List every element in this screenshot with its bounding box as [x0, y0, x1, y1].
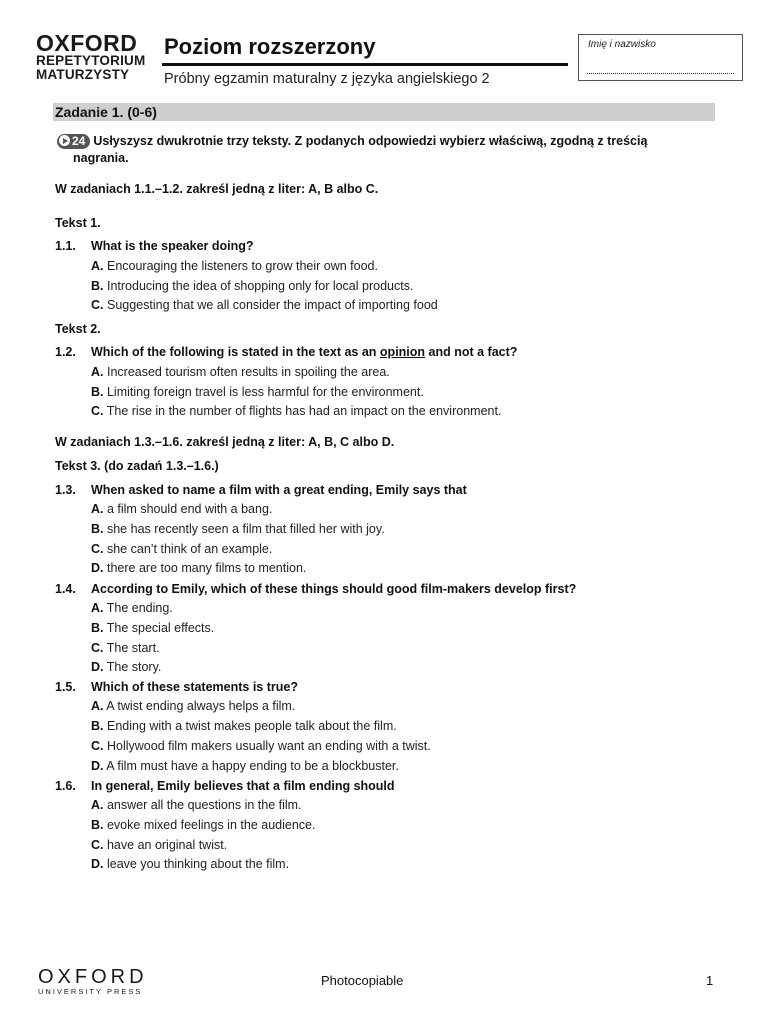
option-text: The special effects.: [106, 621, 215, 635]
question-text: According to Emily, which of these things should good film-makers develop first?: [91, 582, 577, 596]
instruction-text: Usłyszysz dwukrotnie trzy teksty. Z podanych odpowiedzi wybierz właściwą, zgodną z treścią: [93, 134, 648, 148]
underlined-word: opinion: [379, 345, 426, 359]
option-text: A film must have a happy ending to be a blockbuster.: [106, 759, 399, 773]
option-letter: C.: [91, 641, 104, 655]
answer-option[interactable]: [91, 798, 302, 813]
question-text-part: and not a fact?: [425, 345, 518, 359]
track-number: 24: [72, 134, 86, 148]
option-text: she has recently seen a film that filled her with joy.: [106, 522, 385, 536]
question-number: 1.5.: [55, 680, 76, 694]
logo-line-repetytorium: REPETYTORIUM: [36, 53, 146, 68]
option-letter: B.: [91, 522, 104, 536]
question-number: 1.3.: [55, 483, 76, 497]
option-text: Limiting foreign travel is less harmful for the environment.: [106, 385, 424, 399]
sub-instruction-2: W zadaniach 1.3.–1.6. zakreśl jedną z liter: A, B, C albo D.: [55, 435, 395, 449]
option-text: answer all the questions in the film.: [106, 798, 302, 812]
option-letter: A.: [91, 798, 104, 812]
question-number: 1.2.: [55, 345, 76, 359]
option-text: A twist ending always helps a film.: [106, 699, 296, 713]
answer-option[interactable]: [91, 561, 306, 576]
option-letter: B.: [91, 279, 104, 293]
text2-label: Tekst 2.: [55, 322, 101, 336]
option-letter: C.: [91, 404, 104, 418]
answer-option[interactable]: [91, 522, 385, 537]
answer-option[interactable]: [91, 759, 399, 774]
option-text: evoke mixed feelings in the audience.: [106, 818, 316, 832]
text3-label: Tekst 3. (do zadań 1.3.–1.6.): [55, 459, 219, 473]
option-text: leave you thinking about the film.: [106, 857, 290, 871]
option-text: Ending with a twist makes people talk about the film.: [106, 719, 397, 733]
option-letter: D.: [91, 759, 104, 773]
answer-option[interactable]: [91, 279, 413, 294]
oxford-university-press-logo: [38, 967, 148, 997]
option-text: a film should end with a bang.: [106, 502, 273, 516]
answer-option[interactable]: [91, 385, 424, 400]
page-title: Poziom rozszerzony: [164, 34, 376, 59]
answer-option[interactable]: [91, 660, 161, 675]
answer-option[interactable]: [91, 298, 438, 313]
option-text: there are too many films to mention.: [106, 561, 307, 575]
name-field-line: [587, 73, 734, 74]
question-text: [91, 345, 517, 360]
oxford-repetytorium-logo: [36, 30, 154, 82]
publisher-subname: UNIVERSITY PRESS: [38, 987, 143, 996]
option-text: she can’t think of an example.: [106, 542, 273, 556]
answer-option[interactable]: [91, 542, 272, 557]
question-number: 1.4.: [55, 582, 76, 596]
option-letter: C.: [91, 838, 104, 852]
answer-option[interactable]: [91, 502, 272, 517]
option-letter: D.: [91, 660, 104, 674]
answer-option[interactable]: [91, 404, 501, 419]
text1-label: Tekst 1.: [55, 216, 101, 230]
answer-option[interactable]: [91, 621, 214, 636]
answer-option[interactable]: [91, 601, 173, 616]
task-instruction: [57, 133, 697, 167]
answer-option[interactable]: [91, 719, 397, 734]
option-letter: B.: [91, 818, 104, 832]
option-letter: A.: [91, 365, 104, 379]
title-divider: [162, 63, 568, 66]
option-letter: B.: [91, 719, 104, 733]
option-letter: B.: [91, 385, 104, 399]
logo-line-oxford: OXFORD: [36, 30, 138, 56]
photocopiable-note: Photocopiable: [321, 973, 404, 988]
question-text: What is the speaker doing?: [91, 239, 254, 253]
option-letter: D.: [91, 857, 104, 871]
question-text: In general, Emily believes that a film ending should: [91, 779, 395, 793]
option-text: The start.: [106, 641, 160, 655]
name-field[interactable]: [578, 34, 743, 81]
option-text: have an original twist.: [106, 838, 228, 852]
answer-option[interactable]: [91, 838, 227, 853]
answer-option[interactable]: [91, 641, 160, 656]
question-number: 1.6.: [55, 779, 76, 793]
option-text: Encouraging the listeners to grow their own food.: [106, 259, 378, 273]
question-number: 1.1.: [55, 239, 76, 253]
question-text: When asked to name a film with a great ending, Emily says that: [91, 483, 467, 497]
option-letter: A.: [91, 699, 104, 713]
audio-track-badge[interactable]: [57, 134, 90, 149]
option-text: Suggesting that we all consider the impact of importing food: [106, 298, 438, 312]
question-text: Which of these statements is true?: [91, 680, 298, 694]
page-number: 1: [706, 973, 714, 988]
option-letter: C.: [91, 542, 104, 556]
instruction-text-continued: nagrania.: [73, 151, 129, 165]
option-text: Introducing the idea of shopping only for local products.: [106, 279, 414, 293]
answer-option[interactable]: [91, 699, 295, 714]
task-title: Zadanie 1. (0-6): [55, 104, 157, 120]
answer-option[interactable]: [91, 259, 378, 274]
publisher-name: OXFORD: [38, 966, 148, 988]
option-text: The rise in the number of flights has had an impact on the environment.: [106, 404, 502, 418]
sub-instruction-1: W zadaniach 1.1.–1.2. zakreśl jedną z liter: A, B albo C.: [55, 182, 379, 196]
answer-option[interactable]: [91, 365, 390, 380]
option-letter: D.: [91, 561, 104, 575]
page-subtitle: Próbny egzamin maturalny z języka angielskiego 2: [164, 71, 490, 87]
question-text-part: Which of the following is stated in the text as an: [91, 345, 380, 359]
option-text: Hollywood film makers usually want an ending with a twist.: [106, 739, 431, 753]
option-letter: C.: [91, 298, 104, 312]
option-letter: A.: [91, 259, 104, 273]
option-letter: A.: [91, 601, 104, 615]
play-icon: [59, 135, 70, 146]
answer-option[interactable]: [91, 818, 315, 833]
option-letter: C.: [91, 739, 104, 753]
task-header-bar: [53, 103, 715, 121]
logo-line-maturzysty: MATURZYSTY: [36, 67, 130, 82]
answer-option[interactable]: [91, 739, 431, 754]
option-letter: A.: [91, 502, 104, 516]
option-text: Increased tourism often results in spoiling the area.: [106, 365, 390, 379]
option-text: The story.: [106, 660, 162, 674]
answer-option[interactable]: [91, 857, 289, 872]
option-text: The ending.: [106, 601, 173, 615]
option-letter: B.: [91, 621, 104, 635]
name-field-label: Imię i nazwisko: [588, 39, 656, 50]
